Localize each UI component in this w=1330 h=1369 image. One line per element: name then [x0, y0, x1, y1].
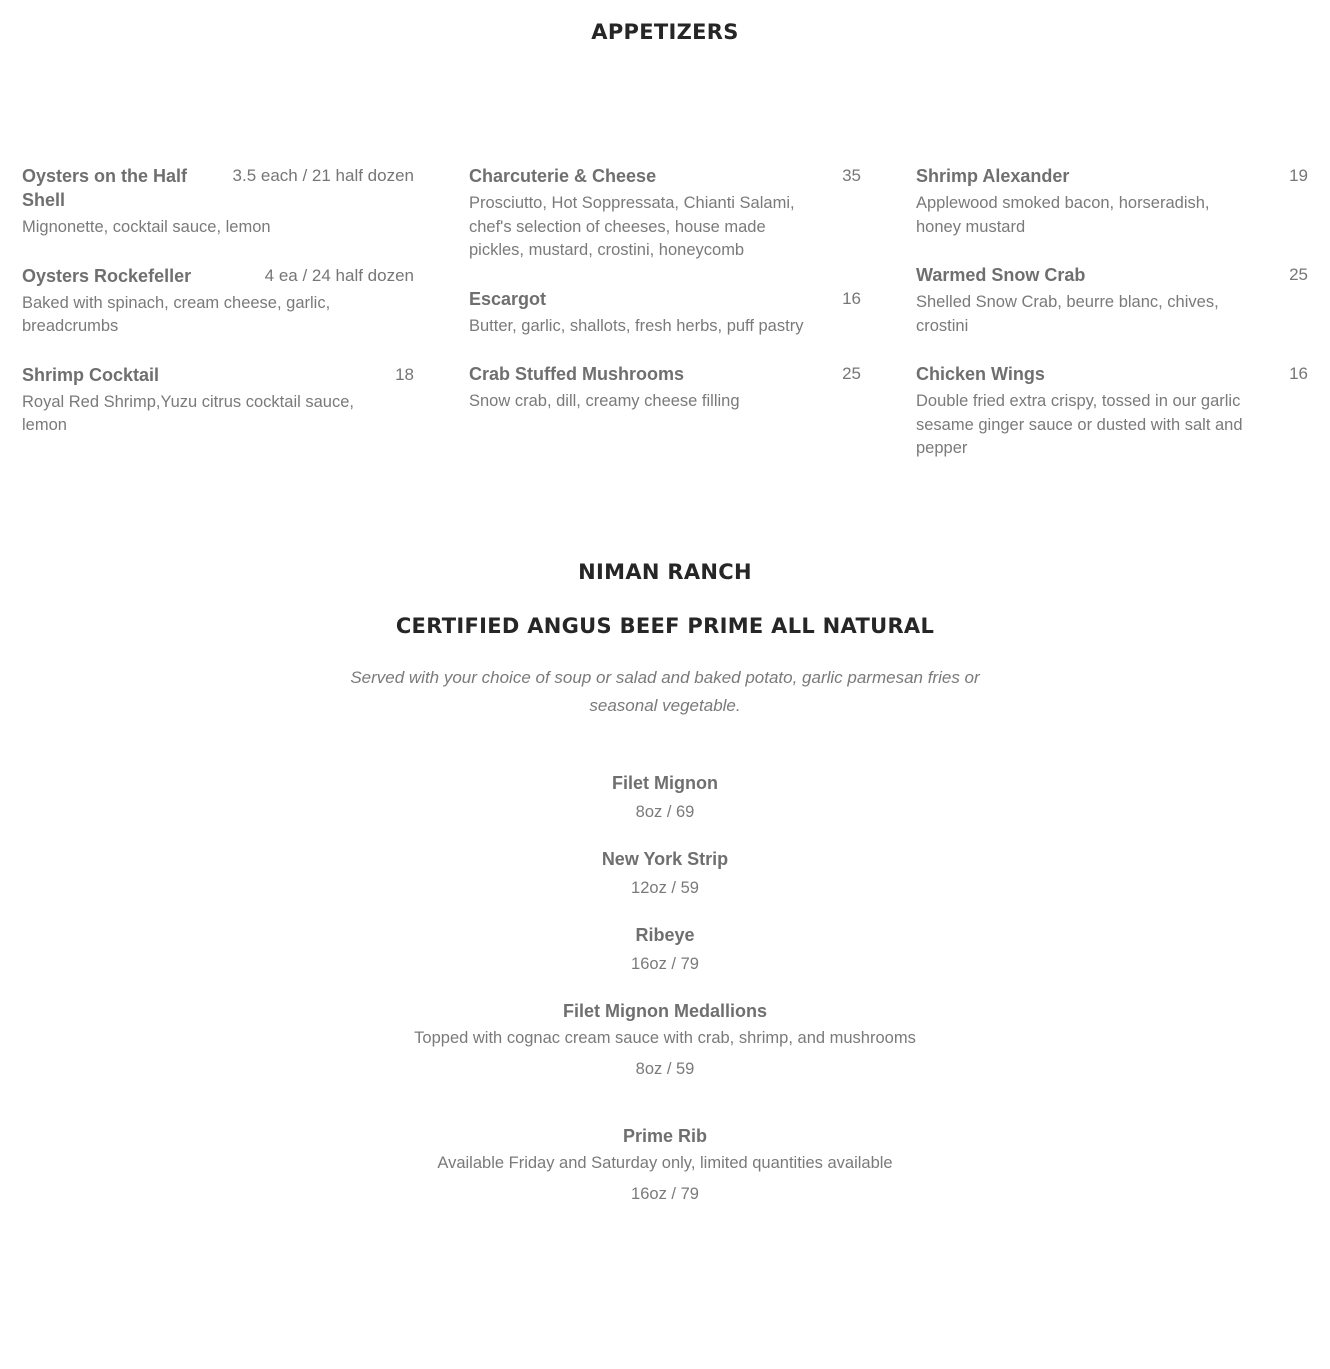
menu-item-description: Shelled Snow Crab, beurre blanc, chives, crostini [916, 293, 1219, 335]
appetizers-column-3 [916, 164, 1308, 485]
menu-item-name: Oysters on the Half Shell [22, 166, 188, 210]
menu-item-name: Oysters Rockefeller [22, 265, 192, 286]
menu-item [469, 164, 861, 263]
menu-item-description: Baked with spinach, cream cheese, garlic, breadcrumbs [22, 293, 331, 335]
menu-item-description: Double fried extra crispy, tossed in our garlic sesame ginger sauce or dusted with salt and pepper [916, 392, 1243, 457]
menu-item-price: 12oz / 59 [631, 879, 699, 897]
steak-list [0, 770, 1330, 1228]
niman-ranch-heading: NIMAN RANCH [578, 560, 752, 584]
menu-item [916, 362, 1308, 461]
menu-item [0, 998, 1330, 1081]
menu-item-price: 25 [842, 364, 861, 383]
steak-sides-note: Served with your choice of soup or salad and baked potato, garlic parmesan fries or seasonal vegetable. [350, 668, 980, 715]
menu-item [22, 264, 414, 339]
menu-item-name: Filet Mignon Medallions [563, 1001, 767, 1021]
menu-item-description: Snow crab, dill, creamy cheese filling [469, 392, 740, 410]
menu-item-description: Applewood smoked bacon, horseradish, honey mustard [916, 194, 1210, 236]
menu-item-name: Shrimp Cocktail [22, 364, 160, 385]
menu-item-name: Prime Rib [622, 1126, 708, 1146]
menu-item [469, 287, 861, 339]
menu-item-description: Mignonette, cocktail sauce, lemon [22, 218, 271, 236]
appetizers-heading: APPETIZERS [591, 20, 739, 44]
menu-item [469, 362, 861, 414]
menu-item-price: 16 [1289, 364, 1308, 383]
menu-item-name: New York Strip [601, 849, 729, 869]
menu-item-price: 19 [1289, 166, 1308, 185]
menu-item-price: 18 [395, 364, 414, 384]
menu-item-name: Ribeye [635, 925, 695, 945]
menu-item-price: 8oz / 59 [635, 1060, 695, 1078]
menu-item-price: 25 [1289, 265, 1308, 284]
menu-item-price: 16oz / 79 [631, 955, 699, 973]
menu-item-description: Prosciutto, Hot Soppressata, Chianti Salami, chef's selection of cheeses, house made pickles, mustard, crostini, honeycomb [469, 194, 795, 259]
menu-item-price: 4 ea / 24 half dozen [264, 265, 414, 285]
appetizers-column-1 [22, 164, 414, 485]
menu-item-name: Escargot [469, 288, 547, 309]
menu-item-price: 3.5 each / 21 half dozen [232, 166, 414, 185]
menu-item-description: Royal Red Shrimp,Yuzu citrus cocktail sauce, lemon [22, 392, 354, 434]
menu-item [22, 363, 414, 438]
menu-item [916, 164, 1308, 239]
menu-item-name: Warmed Snow Crab [916, 265, 1086, 285]
menu-item-price: 16 [842, 288, 861, 308]
menu-item [0, 846, 1330, 900]
menu-item [22, 164, 414, 240]
menu-item-description: Available Friday and Saturday only, limited quantities available [437, 1154, 893, 1172]
menu-item-description: Butter, garlic, shallots, fresh herbs, puff pastry [469, 316, 804, 335]
appetizers-grid [22, 164, 1308, 485]
menu-item [916, 263, 1308, 338]
menu-item-price: 8oz / 69 [635, 803, 695, 821]
appetizers-column-2 [469, 164, 861, 485]
menu-item [0, 922, 1330, 976]
menu-item-name: Filet Mignon [612, 773, 718, 793]
menu-item-description: Topped with cognac cream sauce with crab, shrimp, and mushrooms [414, 1029, 916, 1047]
certified-angus-heading: CERTIFIED ANGUS BEEF PRIME ALL NATURAL [395, 614, 935, 638]
menu-item-name: Shrimp Alexander [916, 166, 1070, 186]
menu-item [0, 770, 1330, 824]
menu-item-name: Chicken Wings [916, 364, 1045, 384]
menu-item [0, 1123, 1330, 1206]
menu-item-name: Charcuterie & Cheese [469, 166, 657, 186]
menu-item-price: 35 [842, 166, 861, 185]
menu-item-price: 16oz / 79 [631, 1185, 699, 1203]
menu-item-name: Crab Stuffed Mushrooms [469, 364, 685, 384]
